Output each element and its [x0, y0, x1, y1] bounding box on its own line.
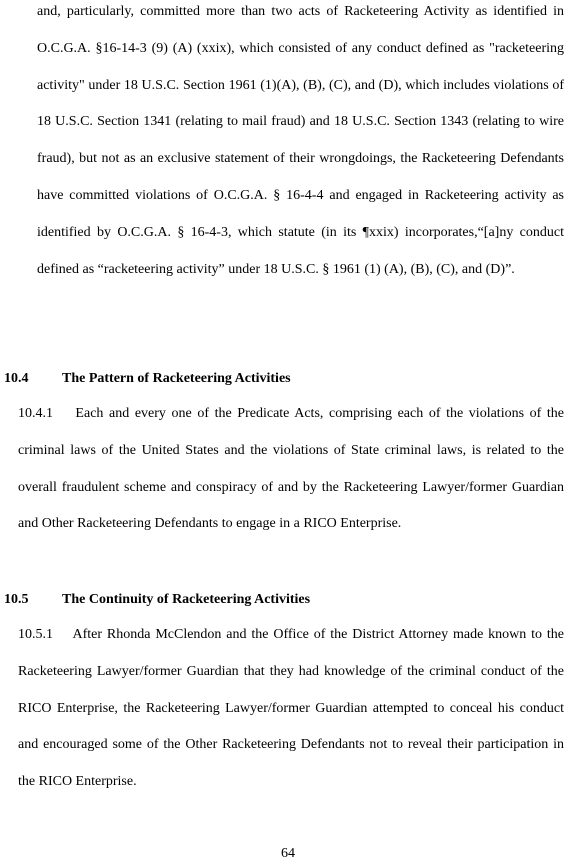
section-title: The Continuity of Racketeering Activities: [62, 592, 311, 607]
page-number: 64: [281, 846, 295, 861]
paragraph-text: Each and every one of the Predicate Acts, comprising each of the violations of the criminal laws of the United States and the violations of State criminal laws, is related to the overall fraudulent scheme and conspiracy of and by the Racketeering Lawyer/former Guardian and Other Racketeering Defendants to engage in a RICO Enterprise.: [18, 406, 565, 532]
paragraph-number: 10.4.1: [18, 406, 53, 421]
section-heading-10-4: [4, 369, 291, 389]
section-number: 10.5: [4, 592, 29, 607]
continuation-paragraph: and, particularly, committed more than two acts of Racketeering Activity as identified in O.C.G.A. §16-14-3 (9) (A) (xxix), which consisted of any conduct defined as "racketeering activity" under 18 U.S.C. Section 1961 (1)(A), (B), (C), and (D), which includes violations of 18 U.S.C. Section 1341 (relating to mail fraud) and 18 U.S.C. Section 1343 (relating to wire fraud), but not as an exclusive statement of their wrongdoings, the Racketeering Defendants have committed violations of O.C.G.A. § 16-4-4 and engaged in Racketeering activity as identified by O.C.G.A. § 16-4-3, which statute (in its ¶xxix) incorporates,“[a]ny conduct defined as “racketeering activity” under 18 U.S.C. § 1961 (1) (A), (B), (C), and (D)”.: [37, 4, 564, 277]
paragraph-10-4-1: [18, 396, 564, 543]
section-number: 10.4: [4, 371, 29, 386]
section-heading-10-5: [4, 590, 310, 610]
paragraph-10-5-1: [18, 617, 564, 801]
paragraph-number: 10.5.1: [18, 627, 53, 642]
paragraph-text: After Rhonda McClendon and the Office of the District Attorney made known to the Racketeering Lawyer/former Guardian that they had knowledge of the criminal conduct of the RICO Enterprise, the Racketeering Lawyer/former Guardian attempted to conceal his conduct and encouraged some of the Other Racketeering Defendants not to reveal their participation in the RICO Enterprise.: [18, 627, 565, 790]
section-title: The Pattern of Racketeering Activities: [62, 371, 291, 386]
